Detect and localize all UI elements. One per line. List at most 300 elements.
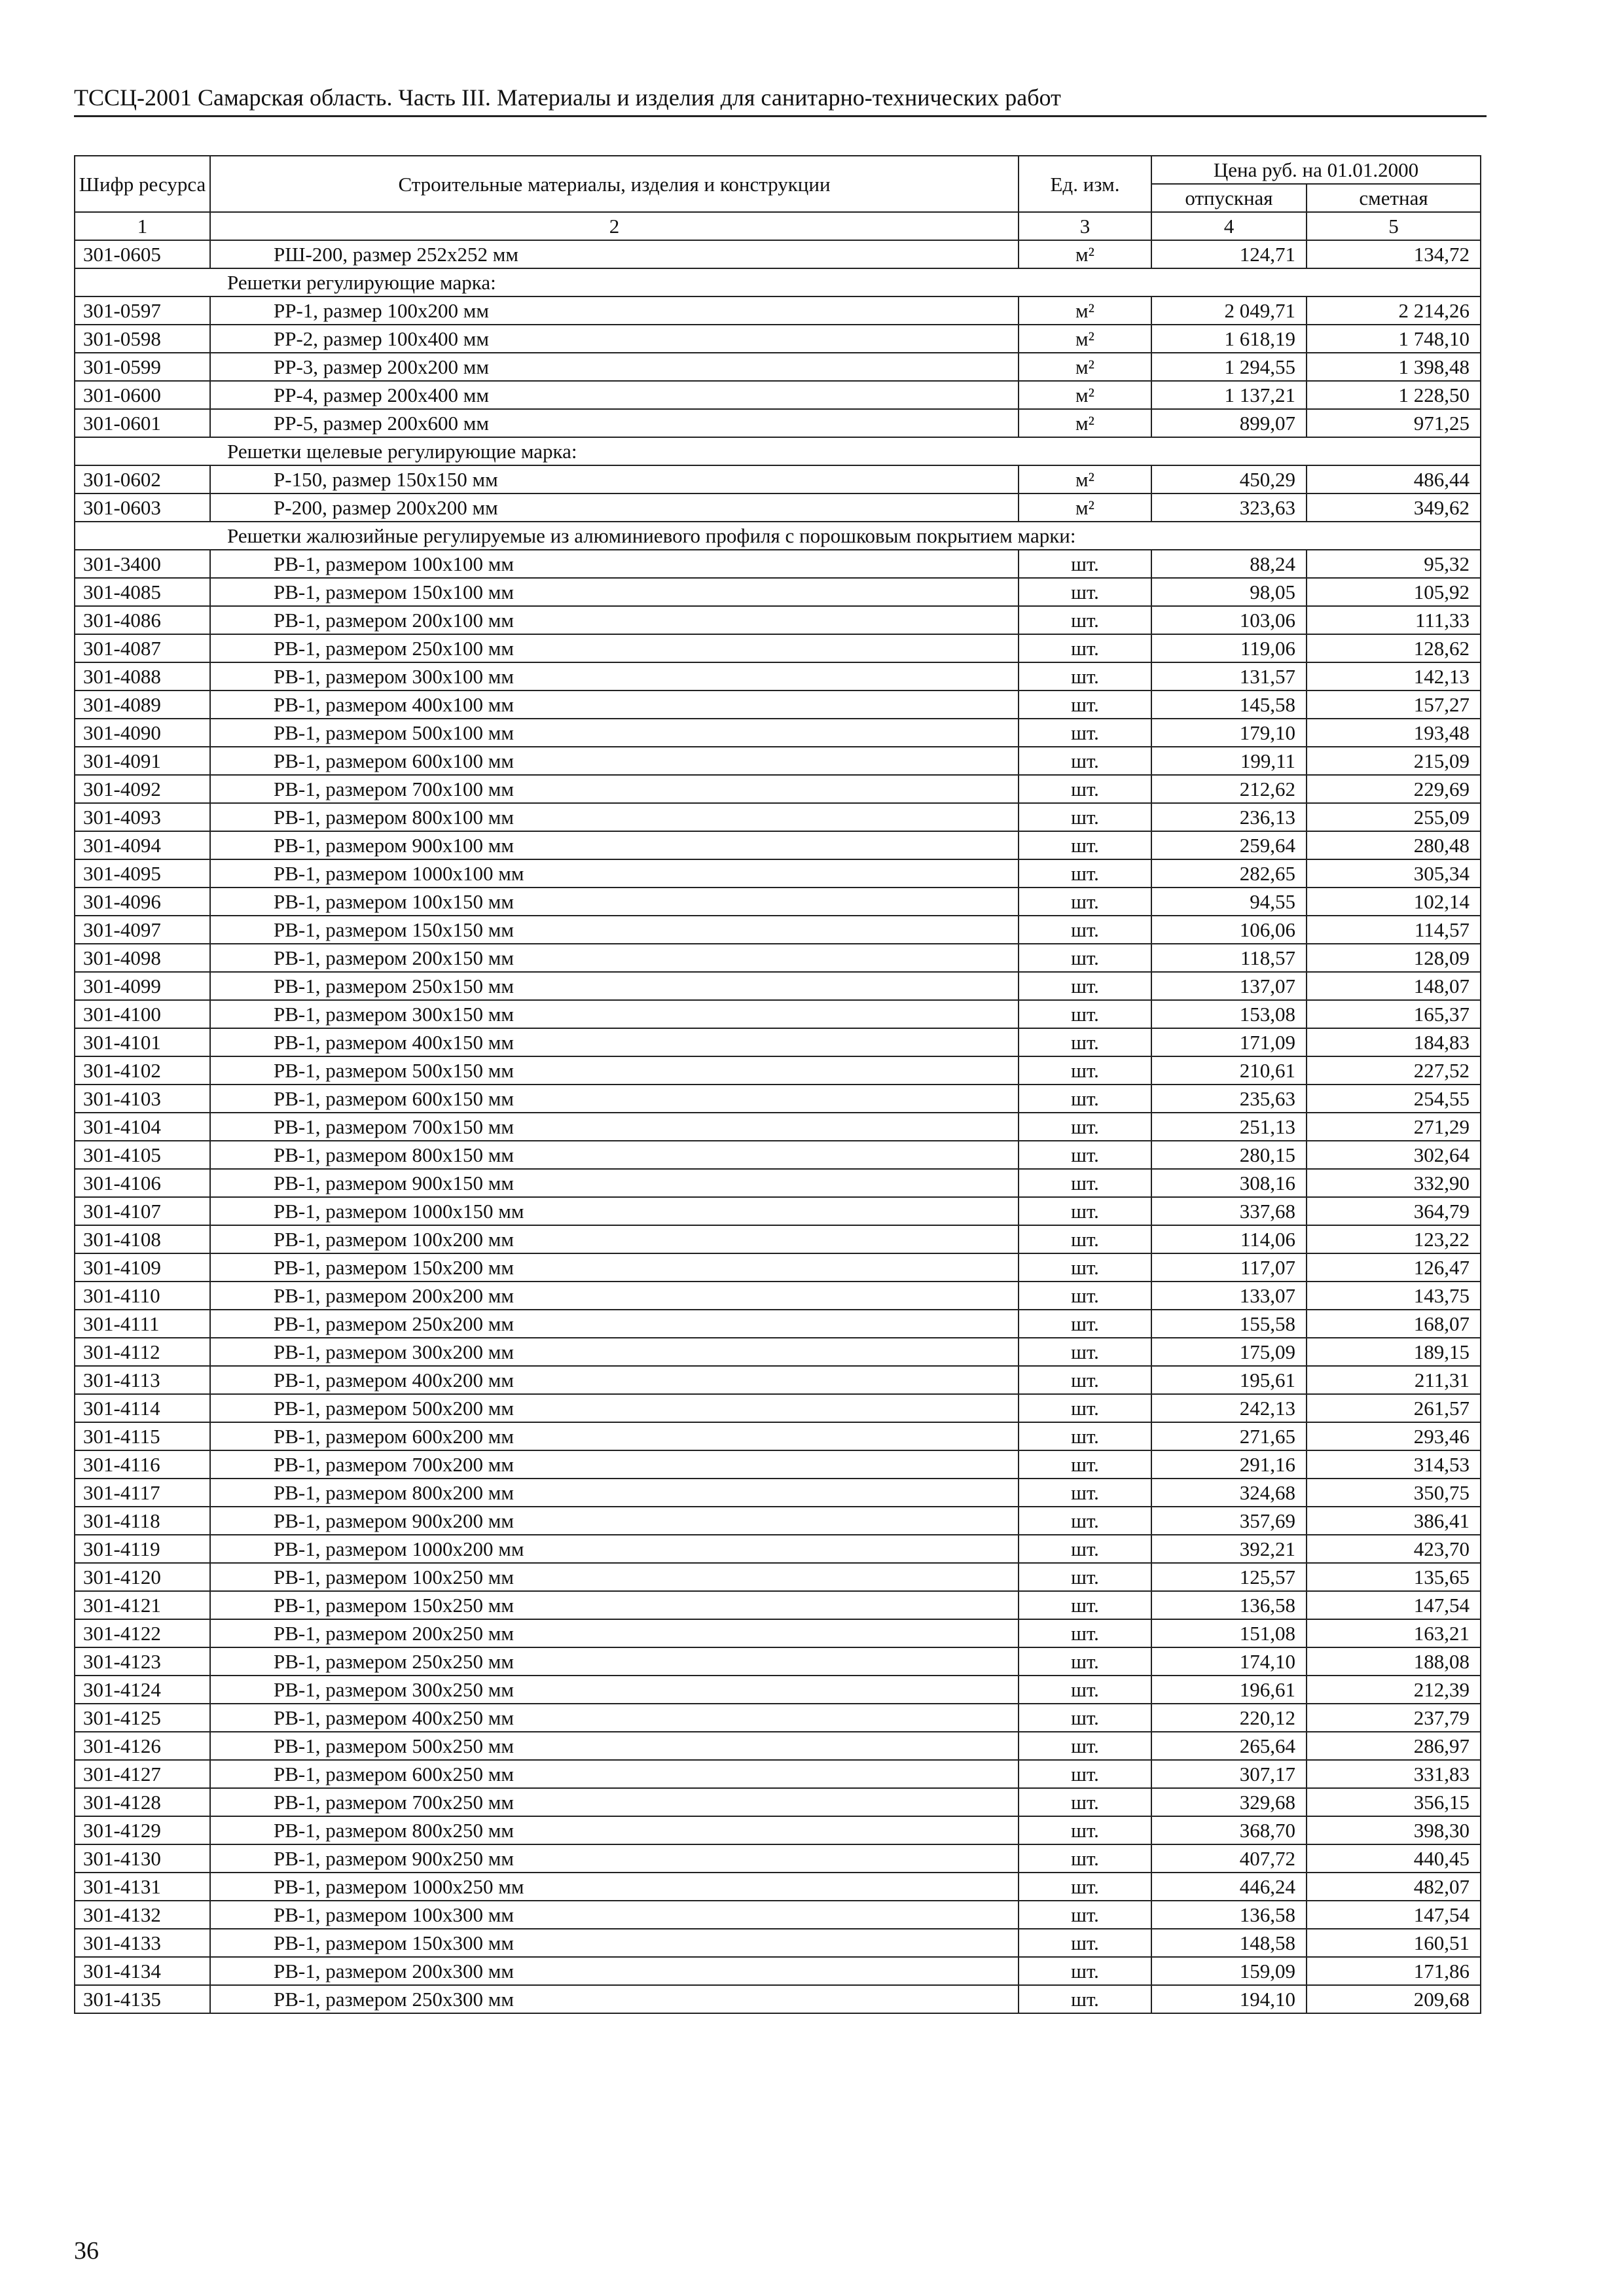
material-name: РВ-1, размером 900х250 мм [210, 1844, 1019, 1873]
material-name: РВ-1, размером 600х250 мм [210, 1760, 1019, 1788]
table-row [75, 972, 1481, 1000]
resource-code: 301-4092 [75, 775, 210, 803]
estimate-price: 123,22 [1307, 1225, 1481, 1253]
estimate-price: 147,54 [1307, 1901, 1481, 1929]
estimate-price: 1 398,48 [1307, 353, 1481, 381]
table-row [75, 240, 1481, 268]
material-name: РВ-1, размером 800х250 мм [210, 1816, 1019, 1844]
unit-cell: шт. [1019, 1647, 1151, 1676]
resource-code: 301-4098 [75, 944, 210, 972]
resource-code: 301-4102 [75, 1056, 210, 1085]
release-price: 282,65 [1151, 859, 1307, 888]
resource-code: 301-4127 [75, 1760, 210, 1788]
resource-code: 301-4125 [75, 1704, 210, 1732]
material-name: РВ-1, размером 500х100 мм [210, 719, 1019, 747]
unit-cell: шт. [1019, 972, 1151, 1000]
estimate-price: 128,09 [1307, 944, 1481, 972]
table-row [75, 1873, 1481, 1901]
resource-code: 301-4093 [75, 803, 210, 831]
release-price: 194,10 [1151, 1985, 1307, 2013]
unit-cell: шт. [1019, 916, 1151, 944]
estimate-price: 142,13 [1307, 662, 1481, 691]
release-price: 131,57 [1151, 662, 1307, 691]
release-price: 199,11 [1151, 747, 1307, 775]
release-price: 329,68 [1151, 1788, 1307, 1816]
resource-code: 301-4129 [75, 1816, 210, 1844]
material-name: РВ-1, размером 900х100 мм [210, 831, 1019, 859]
release-price: 337,68 [1151, 1197, 1307, 1225]
release-price: 251,13 [1151, 1113, 1307, 1141]
material-name: РВ-1, размером 700х200 мм [210, 1450, 1019, 1479]
table-row [75, 1563, 1481, 1591]
release-price: 242,13 [1151, 1394, 1307, 1422]
release-price: 145,58 [1151, 691, 1307, 719]
resource-code: 301-4091 [75, 747, 210, 775]
resource-code: 301-0601 [75, 409, 210, 437]
estimate-price: 212,39 [1307, 1676, 1481, 1704]
resource-code: 301-4106 [75, 1169, 210, 1197]
estimate-price: 386,41 [1307, 1507, 1481, 1535]
release-price: 106,06 [1151, 916, 1307, 944]
estimate-price: 211,31 [1307, 1366, 1481, 1394]
material-name: РВ-1, размером 100х100 мм [210, 550, 1019, 578]
resource-code: 301-4123 [75, 1647, 210, 1676]
estimate-price: 128,62 [1307, 634, 1481, 662]
unit-cell: шт. [1019, 803, 1151, 831]
resource-code: 301-0599 [75, 353, 210, 381]
unit-cell: шт. [1019, 1816, 1151, 1844]
resource-code: 301-4100 [75, 1000, 210, 1028]
unit-cell: м² [1019, 325, 1151, 353]
resource-code: 301-4115 [75, 1422, 210, 1450]
section-row [75, 437, 1481, 465]
resource-code: 301-4095 [75, 859, 210, 888]
estimate-price: 349,62 [1307, 493, 1481, 522]
header-estimate-price: сметная [1307, 184, 1481, 212]
estimate-price: 255,09 [1307, 803, 1481, 831]
estimate-price: 1 748,10 [1307, 325, 1481, 353]
table-row [75, 1141, 1481, 1169]
release-price: 94,55 [1151, 888, 1307, 916]
material-name: РВ-1, размером 400х250 мм [210, 1704, 1019, 1732]
release-price: 195,61 [1151, 1366, 1307, 1394]
material-name: РВ-1, размером 700х100 мм [210, 775, 1019, 803]
unit-cell: шт. [1019, 831, 1151, 859]
table-row [75, 493, 1481, 522]
table-row [75, 1704, 1481, 1732]
unit-cell: шт. [1019, 1929, 1151, 1957]
table-row [75, 662, 1481, 691]
release-price: 159,09 [1151, 1957, 1307, 1985]
unit-cell: шт. [1019, 1563, 1151, 1591]
table-row [75, 381, 1481, 409]
unit-cell: шт. [1019, 719, 1151, 747]
table-row [75, 1535, 1481, 1563]
estimate-price: 286,97 [1307, 1732, 1481, 1760]
section-title: Решетки регулирующие марка: [75, 268, 1481, 296]
material-name: РР-5, размер 200х600 мм [210, 409, 1019, 437]
table-row [75, 859, 1481, 888]
unit-cell: шт. [1019, 1450, 1151, 1479]
release-price: 899,07 [1151, 409, 1307, 437]
table-row [75, 1338, 1481, 1366]
section-title: Решетки щелевые регулирующие марка: [75, 437, 1481, 465]
table-row [75, 803, 1481, 831]
release-price: 220,12 [1151, 1704, 1307, 1732]
table-row [75, 719, 1481, 747]
unit-cell: шт. [1019, 1282, 1151, 1310]
material-name: РВ-1, размером 600х200 мм [210, 1422, 1019, 1450]
estimate-price: 126,47 [1307, 1253, 1481, 1282]
estimate-price: 971,25 [1307, 409, 1481, 437]
unit-cell: шт. [1019, 1535, 1151, 1563]
table-row [75, 1985, 1481, 2013]
resource-code: 301-0597 [75, 296, 210, 325]
estimate-price: 364,79 [1307, 1197, 1481, 1225]
estimate-price: 305,34 [1307, 859, 1481, 888]
release-price: 148,58 [1151, 1929, 1307, 1957]
material-name: РВ-1, размером 1000х100 мм [210, 859, 1019, 888]
header-name: Строительные материалы, изделия и конструкции [210, 156, 1019, 212]
material-name: РВ-1, размером 200х200 мм [210, 1282, 1019, 1310]
material-name: РВ-1, размером 800х100 мм [210, 803, 1019, 831]
table-row [75, 1732, 1481, 1760]
table-row [75, 1197, 1481, 1225]
section-row [75, 268, 1481, 296]
price-table [74, 155, 1481, 2014]
estimate-price: 105,92 [1307, 578, 1481, 606]
table-row [75, 465, 1481, 493]
unit-cell: шт. [1019, 1028, 1151, 1056]
unit-cell: шт. [1019, 944, 1151, 972]
estimate-price: 423,70 [1307, 1535, 1481, 1563]
estimate-price: 261,57 [1307, 1394, 1481, 1422]
release-price: 151,08 [1151, 1619, 1307, 1647]
resource-code: 301-4135 [75, 1985, 210, 2013]
resource-code: 301-4121 [75, 1591, 210, 1619]
resource-code: 301-4131 [75, 1873, 210, 1901]
resource-code: 301-4109 [75, 1253, 210, 1282]
release-price: 136,58 [1151, 1901, 1307, 1929]
release-price: 407,72 [1151, 1844, 1307, 1873]
table-row [75, 1929, 1481, 1957]
resource-code: 301-4120 [75, 1563, 210, 1591]
unit-cell: шт. [1019, 691, 1151, 719]
table-row [75, 409, 1481, 437]
material-name: РВ-1, размером 100х200 мм [210, 1225, 1019, 1253]
release-price: 1 294,55 [1151, 353, 1307, 381]
resource-code: 301-4111 [75, 1310, 210, 1338]
material-name: РВ-1, размером 1000х200 мм [210, 1535, 1019, 1563]
unit-cell: шт. [1019, 859, 1151, 888]
resource-code: 301-4130 [75, 1844, 210, 1873]
estimate-price: 148,07 [1307, 972, 1481, 1000]
release-price: 103,06 [1151, 606, 1307, 634]
unit-cell: шт. [1019, 1957, 1151, 1985]
unit-cell: шт. [1019, 1901, 1151, 1929]
material-name: РВ-1, размером 100х150 мм [210, 888, 1019, 916]
release-price: 392,21 [1151, 1535, 1307, 1563]
material-name: РВ-1, размером 200х250 мм [210, 1619, 1019, 1647]
table-row [75, 1479, 1481, 1507]
table-row [75, 831, 1481, 859]
estimate-price: 193,48 [1307, 719, 1481, 747]
release-price: 1 618,19 [1151, 325, 1307, 353]
material-name: РР-4, размер 200х400 мм [210, 381, 1019, 409]
material-name: РВ-1, размером 200х150 мм [210, 944, 1019, 972]
material-name: РР-2, размер 100х400 мм [210, 325, 1019, 353]
estimate-price: 171,86 [1307, 1957, 1481, 1985]
table-row [75, 1760, 1481, 1788]
release-price: 271,65 [1151, 1422, 1307, 1450]
release-price: 357,69 [1151, 1507, 1307, 1535]
release-price: 133,07 [1151, 1282, 1307, 1310]
material-name: РВ-1, размером 250х250 мм [210, 1647, 1019, 1676]
release-price: 308,16 [1151, 1169, 1307, 1197]
unit-cell: шт. [1019, 1844, 1151, 1873]
release-price: 236,13 [1151, 803, 1307, 831]
material-name: РВ-1, размером 150х100 мм [210, 578, 1019, 606]
resource-code: 301-4085 [75, 578, 210, 606]
estimate-price: 1 228,50 [1307, 381, 1481, 409]
release-price: 196,61 [1151, 1676, 1307, 1704]
estimate-price: 147,54 [1307, 1591, 1481, 1619]
estimate-price: 440,45 [1307, 1844, 1481, 1873]
material-name: РВ-1, размером 150х300 мм [210, 1929, 1019, 1957]
header-release-price: отпускная [1151, 184, 1307, 212]
material-name: РВ-1, размером 200х100 мм [210, 606, 1019, 634]
unit-cell: шт. [1019, 1225, 1151, 1253]
material-name: РВ-1, размером 200х300 мм [210, 1957, 1019, 1985]
resource-code: 301-4088 [75, 662, 210, 691]
resource-code: 301-4128 [75, 1788, 210, 1816]
estimate-price: 227,52 [1307, 1056, 1481, 1085]
estimate-price: 184,83 [1307, 1028, 1481, 1056]
unit-cell: шт. [1019, 1732, 1151, 1760]
resource-code: 301-4110 [75, 1282, 210, 1310]
table-row [75, 888, 1481, 916]
material-name: РВ-1, размером 100х250 мм [210, 1563, 1019, 1591]
release-price: 450,29 [1151, 465, 1307, 493]
header-unit: Ед. изм. [1019, 156, 1151, 212]
table-row [75, 1282, 1481, 1310]
table-body [75, 240, 1481, 2013]
resource-code: 301-4086 [75, 606, 210, 634]
material-name: РВ-1, размером 800х200 мм [210, 1479, 1019, 1507]
unit-cell: шт. [1019, 1760, 1151, 1788]
table-row [75, 1591, 1481, 1619]
resource-code: 301-4104 [75, 1113, 210, 1141]
resource-code: 301-4116 [75, 1450, 210, 1479]
estimate-price: 356,15 [1307, 1788, 1481, 1816]
resource-code: 301-4134 [75, 1957, 210, 1985]
material-name: РР-3, размер 200х200 мм [210, 353, 1019, 381]
resource-code: 301-4090 [75, 719, 210, 747]
resource-code: 301-4126 [75, 1732, 210, 1760]
release-price: 446,24 [1151, 1873, 1307, 1901]
material-name: РВ-1, размером 900х200 мм [210, 1507, 1019, 1535]
estimate-price: 135,65 [1307, 1563, 1481, 1591]
material-name: РВ-1, размером 100х300 мм [210, 1901, 1019, 1929]
column-number: 1 [75, 212, 210, 240]
table-row [75, 325, 1481, 353]
material-name: РВ-1, размером 700х250 мм [210, 1788, 1019, 1816]
estimate-price: 398,30 [1307, 1816, 1481, 1844]
unit-cell: шт. [1019, 1873, 1151, 1901]
release-price: 307,17 [1151, 1760, 1307, 1788]
resource-code: 301-4118 [75, 1507, 210, 1535]
material-name: РВ-1, размером 300х100 мм [210, 662, 1019, 691]
resource-code: 301-4132 [75, 1901, 210, 1929]
unit-cell: шт. [1019, 634, 1151, 662]
table-row [75, 296, 1481, 325]
material-name: РВ-1, размером 600х100 мм [210, 747, 1019, 775]
unit-cell: м² [1019, 296, 1151, 325]
material-name: РВ-1, размером 250х100 мм [210, 634, 1019, 662]
material-name: РШ-200, размер 252х252 мм [210, 240, 1019, 268]
resource-code: 301-4099 [75, 972, 210, 1000]
column-number: 4 [1151, 212, 1307, 240]
release-price: 235,63 [1151, 1085, 1307, 1113]
table-row [75, 916, 1481, 944]
unit-cell: шт. [1019, 1479, 1151, 1507]
material-name: РВ-1, размером 300х150 мм [210, 1000, 1019, 1028]
unit-cell: шт. [1019, 1394, 1151, 1422]
resource-code: 301-4103 [75, 1085, 210, 1113]
table-row [75, 1676, 1481, 1704]
unit-cell: м² [1019, 381, 1151, 409]
material-name: РВ-1, размером 400х100 мм [210, 691, 1019, 719]
table-row [75, 775, 1481, 803]
table-row [75, 944, 1481, 972]
table-row [75, 1647, 1481, 1676]
estimate-price: 2 214,26 [1307, 296, 1481, 325]
table-row [75, 1000, 1481, 1028]
resource-code: 301-4122 [75, 1619, 210, 1647]
release-price: 259,64 [1151, 831, 1307, 859]
page-number: 36 [74, 2237, 99, 2265]
table-row [75, 691, 1481, 719]
material-name: РВ-1, размером 400х150 мм [210, 1028, 1019, 1056]
estimate-price: 280,48 [1307, 831, 1481, 859]
estimate-price: 209,68 [1307, 1985, 1481, 2013]
resource-code: 301-4101 [75, 1028, 210, 1056]
unit-cell: м² [1019, 465, 1151, 493]
estimate-price: 332,90 [1307, 1169, 1481, 1197]
material-name: РВ-1, размером 250х300 мм [210, 1985, 1019, 2013]
table-row [75, 1225, 1481, 1253]
estimate-price: 271,29 [1307, 1113, 1481, 1141]
material-name: РВ-1, размером 250х150 мм [210, 972, 1019, 1000]
estimate-price: 157,27 [1307, 691, 1481, 719]
release-price: 117,07 [1151, 1253, 1307, 1282]
estimate-price: 302,64 [1307, 1141, 1481, 1169]
column-number: 3 [1019, 212, 1151, 240]
table-row [75, 1450, 1481, 1479]
table-row [75, 1422, 1481, 1450]
resource-code: 301-4133 [75, 1929, 210, 1957]
table-row [75, 1056, 1481, 1085]
estimate-price: 114,57 [1307, 916, 1481, 944]
resource-code: 301-4112 [75, 1338, 210, 1366]
release-price: 153,08 [1151, 1000, 1307, 1028]
table-row [75, 1507, 1481, 1535]
table-row [75, 550, 1481, 578]
resource-code: 301-4094 [75, 831, 210, 859]
unit-cell: шт. [1019, 775, 1151, 803]
header-code: Шифр ресурса [75, 156, 210, 212]
unit-cell: шт. [1019, 550, 1151, 578]
estimate-price: 189,15 [1307, 1338, 1481, 1366]
release-price: 137,07 [1151, 972, 1307, 1000]
resource-code: 301-0602 [75, 465, 210, 493]
column-number: 5 [1307, 212, 1481, 240]
unit-cell: шт. [1019, 578, 1151, 606]
unit-cell: шт. [1019, 1676, 1151, 1704]
table-row [75, 1901, 1481, 1929]
estimate-price: 143,75 [1307, 1282, 1481, 1310]
resource-code: 301-0603 [75, 493, 210, 522]
unit-cell: м² [1019, 493, 1151, 522]
unit-cell: шт. [1019, 1422, 1151, 1450]
resource-code: 301-4119 [75, 1535, 210, 1563]
unit-cell: шт. [1019, 1169, 1151, 1197]
unit-cell: шт. [1019, 1591, 1151, 1619]
unit-cell: шт. [1019, 1507, 1151, 1535]
table-row [75, 1957, 1481, 1985]
material-name: РВ-1, размером 900х150 мм [210, 1169, 1019, 1197]
unit-cell: шт. [1019, 1141, 1151, 1169]
table-row [75, 606, 1481, 634]
unit-cell: м² [1019, 353, 1151, 381]
resource-code: 301-4107 [75, 1197, 210, 1225]
table-row [75, 1619, 1481, 1647]
estimate-price: 350,75 [1307, 1479, 1481, 1507]
material-name: Р-150, размер 150х150 мм [210, 465, 1019, 493]
estimate-price: 168,07 [1307, 1310, 1481, 1338]
header-price: Цена руб. на 01.01.2000 [1151, 156, 1481, 184]
estimate-price: 229,69 [1307, 775, 1481, 803]
unit-cell: шт. [1019, 888, 1151, 916]
release-price: 323,63 [1151, 493, 1307, 522]
estimate-price: 134,72 [1307, 240, 1481, 268]
material-name: РВ-1, размером 1000х250 мм [210, 1873, 1019, 1901]
section-title: Решетки жалюзийные регулируемые из алюминиевого профиля с порошковым покрытием марки: [75, 522, 1481, 550]
estimate-price: 237,79 [1307, 1704, 1481, 1732]
material-name: РВ-1, размером 150х250 мм [210, 1591, 1019, 1619]
release-price: 280,15 [1151, 1141, 1307, 1169]
estimate-price: 331,83 [1307, 1760, 1481, 1788]
table-row [75, 1253, 1481, 1282]
resource-code: 301-4114 [75, 1394, 210, 1422]
release-price: 2 049,71 [1151, 296, 1307, 325]
unit-cell: шт. [1019, 1085, 1151, 1113]
resource-code: 301-4096 [75, 888, 210, 916]
table-row [75, 1310, 1481, 1338]
release-price: 291,16 [1151, 1450, 1307, 1479]
page-header: ТССЦ-2001 Самарская область. Часть III. Материалы и изделия для санитарно-технических работ [74, 81, 1487, 117]
resource-code: 301-0598 [75, 325, 210, 353]
unit-cell: м² [1019, 409, 1151, 437]
release-price: 118,57 [1151, 944, 1307, 972]
resource-code: 301-0600 [75, 381, 210, 409]
resource-code: 301-4087 [75, 634, 210, 662]
release-price: 174,10 [1151, 1647, 1307, 1676]
estimate-price: 111,33 [1307, 606, 1481, 634]
estimate-price: 486,44 [1307, 465, 1481, 493]
material-name: РВ-1, размером 600х150 мм [210, 1085, 1019, 1113]
material-name: РВ-1, размером 300х250 мм [210, 1676, 1019, 1704]
